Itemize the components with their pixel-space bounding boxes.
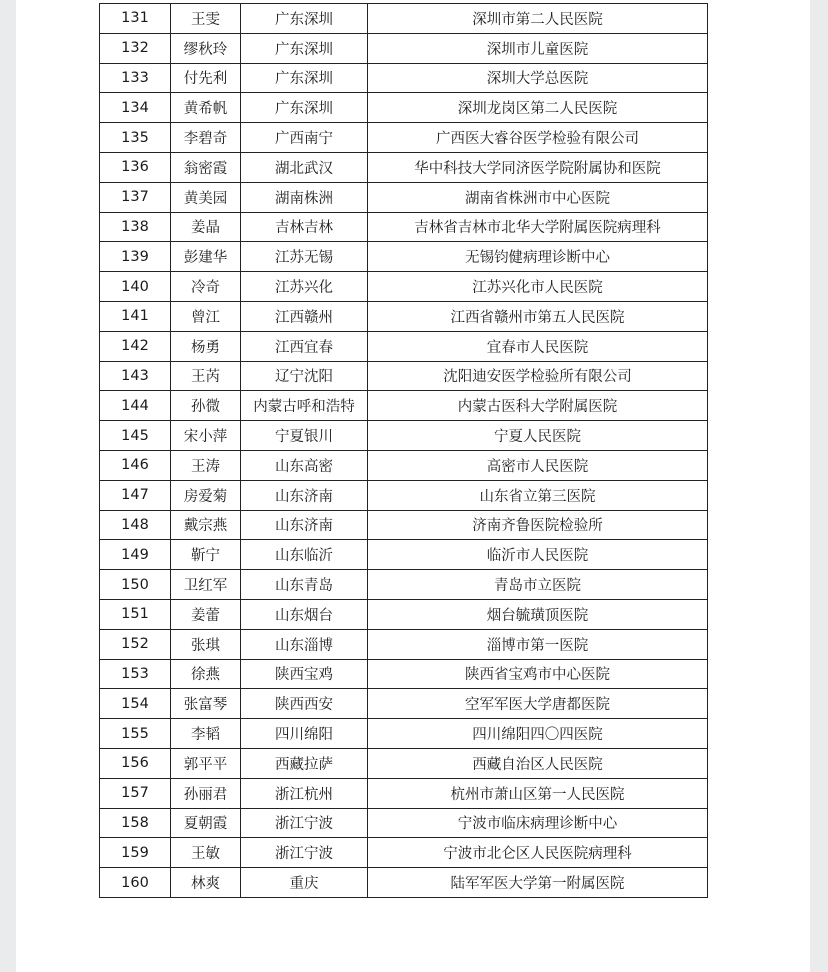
row-number-cell: 152 xyxy=(100,629,171,659)
hospital-name-cell: 深圳市第二人民医院 xyxy=(368,4,708,34)
row-number-cell: 137 xyxy=(100,182,171,212)
table-row xyxy=(100,182,708,212)
row-number-cell: 150 xyxy=(100,570,171,600)
table-row xyxy=(100,272,708,302)
row-number-cell: 156 xyxy=(100,748,171,778)
table-row xyxy=(100,540,708,570)
member-table xyxy=(99,3,708,898)
table-row xyxy=(100,748,708,778)
region-cell: 山东济南 xyxy=(241,510,368,540)
table-row xyxy=(100,838,708,868)
table-row xyxy=(100,391,708,421)
document-page xyxy=(16,0,810,972)
person-name-cell: 缪秋玲 xyxy=(171,33,241,63)
hospital-name-cell: 深圳市儿童医院 xyxy=(368,33,708,63)
person-name-cell: 靳宁 xyxy=(171,540,241,570)
person-name-cell: 郭平平 xyxy=(171,748,241,778)
row-number-cell: 154 xyxy=(100,689,171,719)
region-cell: 浙江宁波 xyxy=(241,838,368,868)
region-cell: 广东深圳 xyxy=(241,63,368,93)
row-number-cell: 155 xyxy=(100,719,171,749)
table-row xyxy=(100,599,708,629)
person-name-cell: 王芮 xyxy=(171,361,241,391)
person-name-cell: 黄美园 xyxy=(171,182,241,212)
person-name-cell: 王敏 xyxy=(171,838,241,868)
hospital-name-cell: 西藏自治区人民医院 xyxy=(368,748,708,778)
row-number-cell: 131 xyxy=(100,4,171,34)
row-number-cell: 148 xyxy=(100,510,171,540)
person-name-cell: 卫红军 xyxy=(171,570,241,600)
table-row xyxy=(100,719,708,749)
person-name-cell: 房爱菊 xyxy=(171,480,241,510)
region-cell: 西藏拉萨 xyxy=(241,748,368,778)
region-cell: 山东济南 xyxy=(241,480,368,510)
table-row xyxy=(100,212,708,242)
table-row xyxy=(100,450,708,480)
row-number-cell: 144 xyxy=(100,391,171,421)
hospital-name-cell: 宁波市临床病理诊断中心 xyxy=(368,808,708,838)
person-name-cell: 彭建华 xyxy=(171,242,241,272)
row-number-cell: 145 xyxy=(100,421,171,451)
hospital-name-cell: 宁夏人民医院 xyxy=(368,421,708,451)
person-name-cell: 杨勇 xyxy=(171,331,241,361)
hospital-name-cell: 广西医大睿谷医学检验有限公司 xyxy=(368,123,708,153)
hospital-name-cell: 深圳大学总医院 xyxy=(368,63,708,93)
person-name-cell: 李韬 xyxy=(171,719,241,749)
person-name-cell: 姜晶 xyxy=(171,212,241,242)
hospital-name-cell: 空军军医大学唐都医院 xyxy=(368,689,708,719)
person-name-cell: 王雯 xyxy=(171,4,241,34)
row-number-cell: 158 xyxy=(100,808,171,838)
table-row xyxy=(100,152,708,182)
person-name-cell: 黄希帆 xyxy=(171,93,241,123)
region-cell: 山东高密 xyxy=(241,450,368,480)
table-row xyxy=(100,629,708,659)
table-row xyxy=(100,33,708,63)
row-number-cell: 141 xyxy=(100,301,171,331)
hospital-name-cell: 烟台毓璜顶医院 xyxy=(368,599,708,629)
hospital-name-cell: 宜春市人民医院 xyxy=(368,331,708,361)
region-cell: 内蒙古呼和浩特 xyxy=(241,391,368,421)
row-number-cell: 135 xyxy=(100,123,171,153)
person-name-cell: 张琪 xyxy=(171,629,241,659)
region-cell: 山东淄博 xyxy=(241,629,368,659)
row-number-cell: 142 xyxy=(100,331,171,361)
row-number-cell: 138 xyxy=(100,212,171,242)
person-name-cell: 徐燕 xyxy=(171,659,241,689)
table-row xyxy=(100,63,708,93)
person-name-cell: 孙丽君 xyxy=(171,778,241,808)
hospital-name-cell: 江西省赣州市第五人民医院 xyxy=(368,301,708,331)
row-number-cell: 133 xyxy=(100,63,171,93)
region-cell: 浙江宁波 xyxy=(241,808,368,838)
hospital-name-cell: 华中科技大学同济医学院附属协和医院 xyxy=(368,152,708,182)
region-cell: 广东深圳 xyxy=(241,33,368,63)
table-row xyxy=(100,570,708,600)
region-cell: 吉林吉林 xyxy=(241,212,368,242)
table-row xyxy=(100,123,708,153)
row-number-cell: 159 xyxy=(100,838,171,868)
region-cell: 宁夏银川 xyxy=(241,421,368,451)
table-row xyxy=(100,510,708,540)
region-cell: 广东深圳 xyxy=(241,4,368,34)
region-cell: 浙江杭州 xyxy=(241,778,368,808)
hospital-name-cell: 陕西省宝鸡市中心医院 xyxy=(368,659,708,689)
hospital-name-cell: 青岛市立医院 xyxy=(368,570,708,600)
hospital-name-cell: 内蒙古医科大学附属医院 xyxy=(368,391,708,421)
hospital-name-cell: 高密市人民医院 xyxy=(368,450,708,480)
row-number-cell: 157 xyxy=(100,778,171,808)
row-number-cell: 139 xyxy=(100,242,171,272)
row-number-cell: 149 xyxy=(100,540,171,570)
table-row xyxy=(100,242,708,272)
person-name-cell: 姜蕾 xyxy=(171,599,241,629)
hospital-name-cell: 湖南省株洲市中心医院 xyxy=(368,182,708,212)
region-cell: 江苏无锡 xyxy=(241,242,368,272)
hospital-name-cell: 淄博市第一医院 xyxy=(368,629,708,659)
hospital-name-cell: 沈阳迪安医学检验所有限公司 xyxy=(368,361,708,391)
table-row xyxy=(100,778,708,808)
person-name-cell: 张富琴 xyxy=(171,689,241,719)
hospital-name-cell: 山东省立第三医院 xyxy=(368,480,708,510)
table-row xyxy=(100,93,708,123)
hospital-name-cell: 深圳龙岗区第二人民医院 xyxy=(368,93,708,123)
hospital-name-cell: 济南齐鲁医院检验所 xyxy=(368,510,708,540)
region-cell: 山东临沂 xyxy=(241,540,368,570)
table-row xyxy=(100,331,708,361)
hospital-name-cell: 吉林省吉林市北华大学附属医院病理科 xyxy=(368,212,708,242)
person-name-cell: 戴宗燕 xyxy=(171,510,241,540)
row-number-cell: 153 xyxy=(100,659,171,689)
table-row xyxy=(100,421,708,451)
region-cell: 重庆 xyxy=(241,868,368,898)
region-cell: 广东深圳 xyxy=(241,93,368,123)
region-cell: 四川绵阳 xyxy=(241,719,368,749)
hospital-name-cell: 陆军军医大学第一附属医院 xyxy=(368,868,708,898)
table-row xyxy=(100,868,708,898)
hospital-name-cell: 无锡钧健病理诊断中心 xyxy=(368,242,708,272)
region-cell: 江西赣州 xyxy=(241,301,368,331)
row-number-cell: 134 xyxy=(100,93,171,123)
row-number-cell: 140 xyxy=(100,272,171,302)
row-number-cell: 136 xyxy=(100,152,171,182)
region-cell: 广西南宁 xyxy=(241,123,368,153)
row-number-cell: 160 xyxy=(100,868,171,898)
hospital-name-cell: 四川绵阳四〇四医院 xyxy=(368,719,708,749)
person-name-cell: 李碧奇 xyxy=(171,123,241,153)
person-name-cell: 冷奇 xyxy=(171,272,241,302)
region-cell: 江西宜春 xyxy=(241,331,368,361)
row-number-cell: 147 xyxy=(100,480,171,510)
person-name-cell: 王涛 xyxy=(171,450,241,480)
region-cell: 辽宁沈阳 xyxy=(241,361,368,391)
table-row xyxy=(100,659,708,689)
hospital-name-cell: 宁波市北仑区人民医院病理科 xyxy=(368,838,708,868)
region-cell: 陕西宝鸡 xyxy=(241,659,368,689)
hospital-name-cell: 江苏兴化市人民医院 xyxy=(368,272,708,302)
table-row xyxy=(100,361,708,391)
person-name-cell: 夏朝霞 xyxy=(171,808,241,838)
region-cell: 湖北武汉 xyxy=(241,152,368,182)
person-name-cell: 林爽 xyxy=(171,868,241,898)
person-name-cell: 曾江 xyxy=(171,301,241,331)
region-cell: 湖南株洲 xyxy=(241,182,368,212)
person-name-cell: 孙微 xyxy=(171,391,241,421)
table-body xyxy=(100,4,708,898)
person-name-cell: 宋小萍 xyxy=(171,421,241,451)
region-cell: 山东烟台 xyxy=(241,599,368,629)
region-cell: 山东青岛 xyxy=(241,570,368,600)
region-cell: 江苏兴化 xyxy=(241,272,368,302)
row-number-cell: 143 xyxy=(100,361,171,391)
table-row xyxy=(100,480,708,510)
row-number-cell: 132 xyxy=(100,33,171,63)
row-number-cell: 151 xyxy=(100,599,171,629)
row-number-cell: 146 xyxy=(100,450,171,480)
table-row xyxy=(100,808,708,838)
region-cell: 陕西西安 xyxy=(241,689,368,719)
person-name-cell: 付先利 xyxy=(171,63,241,93)
hospital-name-cell: 杭州市萧山区第一人民医院 xyxy=(368,778,708,808)
table-row xyxy=(100,301,708,331)
table-row xyxy=(100,689,708,719)
person-name-cell: 翁密霞 xyxy=(171,152,241,182)
table-row xyxy=(100,4,708,34)
hospital-name-cell: 临沂市人民医院 xyxy=(368,540,708,570)
